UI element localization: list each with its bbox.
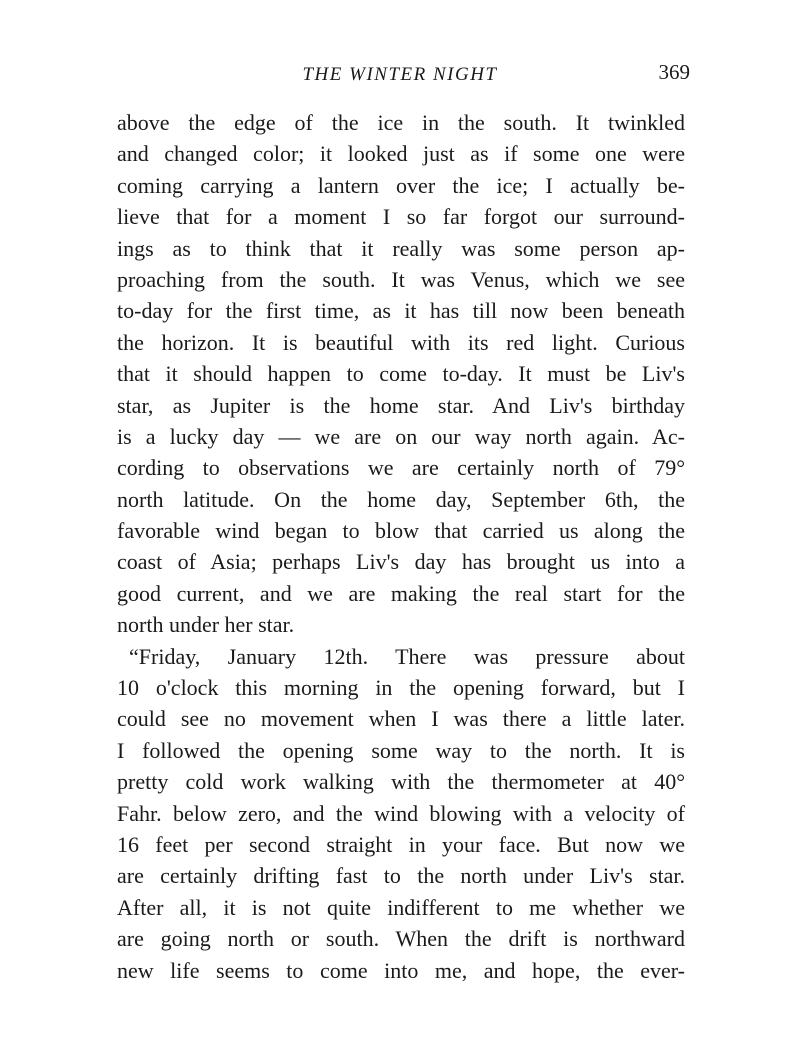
text-line: that it should happen to come to-day. It must be Liv's: [117, 361, 685, 387]
text-line: favorable wind began to blow that carried us along the: [117, 518, 685, 544]
text-line: pretty cold work walking with the thermometer at 40°: [117, 769, 685, 795]
text-line: are going north or south. When the drift is northward: [117, 926, 685, 952]
text-line: proaching from the south. It was Venus, which we see: [117, 266, 685, 292]
text-line: the horizon. It is beautiful with its red light. Curious: [117, 329, 685, 355]
text-line: cording to observations we are certainly north of 79°: [117, 455, 685, 481]
page-number: 369: [658, 60, 690, 84]
text-line: could see no movement when I was there a little later.: [117, 706, 685, 732]
text-line: lieve that for a moment I so far forgot our surround-: [117, 204, 685, 230]
text-line: north latitude. On the home day, September 6th, the: [117, 486, 685, 512]
paragraph-end-line: north under her star.: [117, 612, 295, 638]
text-line: 16 feet per second straight in your face. But now we: [117, 831, 685, 857]
text-line: are certainly drifting fast to the north under Liv's star.: [117, 863, 685, 889]
text-line: and changed color; it looked just as if some one were: [117, 141, 685, 167]
running-title: THE WINTER NIGHT: [302, 64, 498, 85]
text-line: ings as to think that it really was some person ap-: [117, 235, 685, 261]
text-line: to-day for the first time, as it has till now been beneath: [117, 298, 685, 324]
body-text: [117, 107, 685, 986]
text-line: I followed the opening some way to the north. It is: [117, 737, 685, 763]
text-line: coming carrying a lantern over the ice; I actually be-: [117, 172, 685, 198]
text-line: Fahr. below zero, and the wind blowing with a velocity of: [117, 800, 685, 826]
text-line: coast of Asia; perhaps Liv's day has brought us into a: [117, 549, 685, 575]
text-line: above the edge of the ice in the south. It twinkled: [117, 110, 685, 135]
text-line: is a lucky day — we are on our way north again. Ac-: [117, 423, 685, 449]
running-header: [0, 58, 800, 90]
text-line: good current, and we are making the real start for the: [117, 580, 685, 606]
paragraph-start-line: “Friday, January 12th. There was pressure about: [129, 643, 685, 669]
text-line: star, as Jupiter is the home star. And Liv's birthday: [117, 392, 685, 418]
text-line: After all, it is not quite indifferent to me whether we: [117, 894, 685, 920]
text-line: 10 o'clock this morning in the opening forward, but I: [117, 675, 685, 701]
text-line: new life seems to come into me, and hope, the ever-: [117, 957, 685, 983]
